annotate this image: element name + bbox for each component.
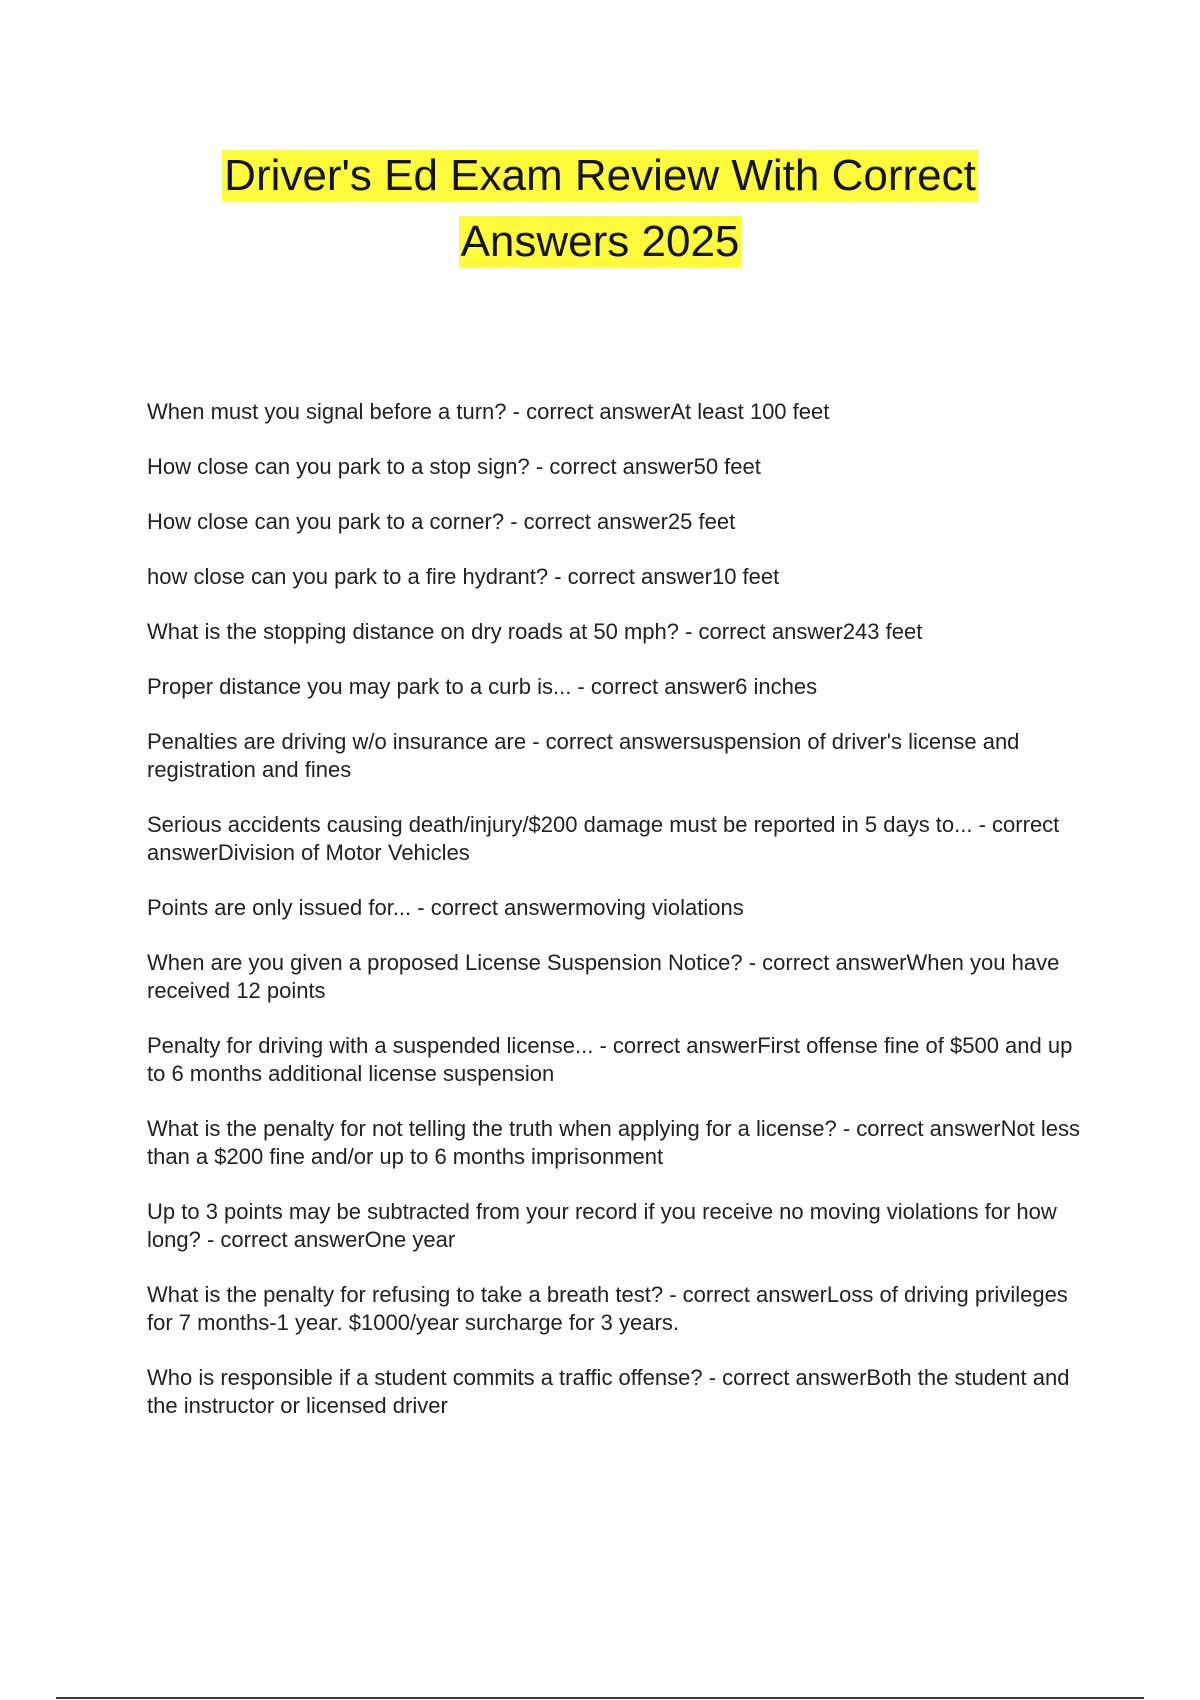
- answer-text: 10 feet: [711, 564, 780, 589]
- question-text: Proper distance you may park to a curb is...: [147, 674, 572, 699]
- answer-text: First offense fine of $500 and up to 6 months additional license suspension: [147, 1033, 1073, 1086]
- answer-text: suspension of driver's license and registration and fines: [147, 729, 1020, 782]
- answer-separator: - correct answer: [593, 1033, 758, 1058]
- question-text: What is the stopping distance on dry roads at 50 mph?: [147, 619, 679, 644]
- qa-item: [147, 563, 1087, 591]
- answer-text: 25 feet: [667, 509, 736, 534]
- qa-item: [147, 1032, 1087, 1088]
- answer-text: At least 100 feet: [670, 399, 830, 424]
- answer-text: When you have received 12 points: [147, 950, 1060, 1003]
- answer-separator: - correct answer: [506, 399, 671, 424]
- question-text: When must you signal before a turn?: [147, 399, 507, 424]
- answer-separator: - correct answer: [504, 509, 668, 534]
- qa-item: [147, 1364, 1087, 1420]
- question-text: Points are only issued for...: [147, 895, 412, 920]
- answer-separator: - correct answer: [571, 674, 736, 699]
- answer-separator: - correct answer: [663, 1282, 827, 1307]
- question-text: Penalty for driving with a suspended license...: [147, 1033, 594, 1058]
- answer-text: 243 feet: [842, 619, 923, 644]
- question-text: How close can you park to a stop sign?: [147, 454, 530, 479]
- answer-separator: - correct answer: [702, 1365, 867, 1390]
- answer-separator: - correct answer: [836, 1116, 1001, 1141]
- question-text: how close can you park to a fire hydrant?: [147, 564, 549, 589]
- question-text: What is the penalty for not telling the truth when applying for a license?: [147, 1116, 837, 1141]
- answer-text: moving violations: [574, 895, 744, 920]
- answer-separator: - correct answer: [411, 895, 575, 920]
- answer-text: Division of Motor Vehicles: [217, 840, 470, 865]
- answer-text: Both the student and the instructor or licensed driver: [147, 1365, 1070, 1418]
- question-text: When are you given a proposed License Suspension Notice?: [147, 950, 743, 975]
- qa-item: [147, 453, 1087, 481]
- question-text: How close can you park to a corner?: [147, 509, 505, 534]
- answer-separator: - correct answer: [548, 564, 712, 589]
- title-line-2: Answers 2025: [460, 217, 740, 266]
- answer-separator: - correct answer: [526, 729, 690, 754]
- title-line-1: Driver's Ed Exam Review With Correct: [224, 151, 976, 200]
- qa-item: [147, 1198, 1087, 1254]
- question-text: What is the penalty for refusing to take a breath test?: [147, 1282, 664, 1307]
- qa-item: [147, 1281, 1087, 1337]
- answer-text: 50 feet: [693, 454, 761, 479]
- question-text: Who is responsible if a student commits a traffic offense?: [147, 1365, 703, 1390]
- qa-item: [147, 618, 1087, 646]
- answer-separator: - correct answer: [200, 1227, 365, 1252]
- document-title: [100, 148, 1100, 280]
- answer-separator: - correct answer: [678, 619, 843, 644]
- qa-item: [147, 728, 1087, 784]
- answer-text: Not less than a $200 fine and/or up to 6 months imprisonment: [147, 1116, 1081, 1169]
- question-text: Serious accidents causing death/injury/$200 damage must be reported in 5 days to...: [147, 812, 973, 837]
- qa-item: [147, 949, 1087, 1005]
- qa-item: [147, 894, 1087, 922]
- answer-text: Loss of driving privileges for 7 months-1 year. $1000/year surcharge for 3 years.: [147, 1282, 1068, 1335]
- qa-item: [147, 811, 1087, 867]
- answer-separator: - correct answer: [529, 454, 694, 479]
- answer-separator: - correct answer: [147, 812, 1060, 865]
- qa-item: [147, 673, 1087, 701]
- page-bottom-rule: [56, 1697, 1144, 1699]
- qa-item: [147, 398, 1087, 426]
- answer-text: One year: [364, 1227, 456, 1252]
- question-answer-list: [147, 398, 1087, 1447]
- qa-item: [147, 1115, 1087, 1171]
- qa-item: [147, 508, 1087, 536]
- answer-text: 6 inches: [735, 674, 818, 699]
- question-text: Up to 3 points may be subtracted from your record if you receive no moving violations for how long?: [147, 1199, 1057, 1252]
- answer-separator: - correct answer: [742, 950, 907, 975]
- question-text: Penalties are driving w/o insurance are: [147, 729, 527, 754]
